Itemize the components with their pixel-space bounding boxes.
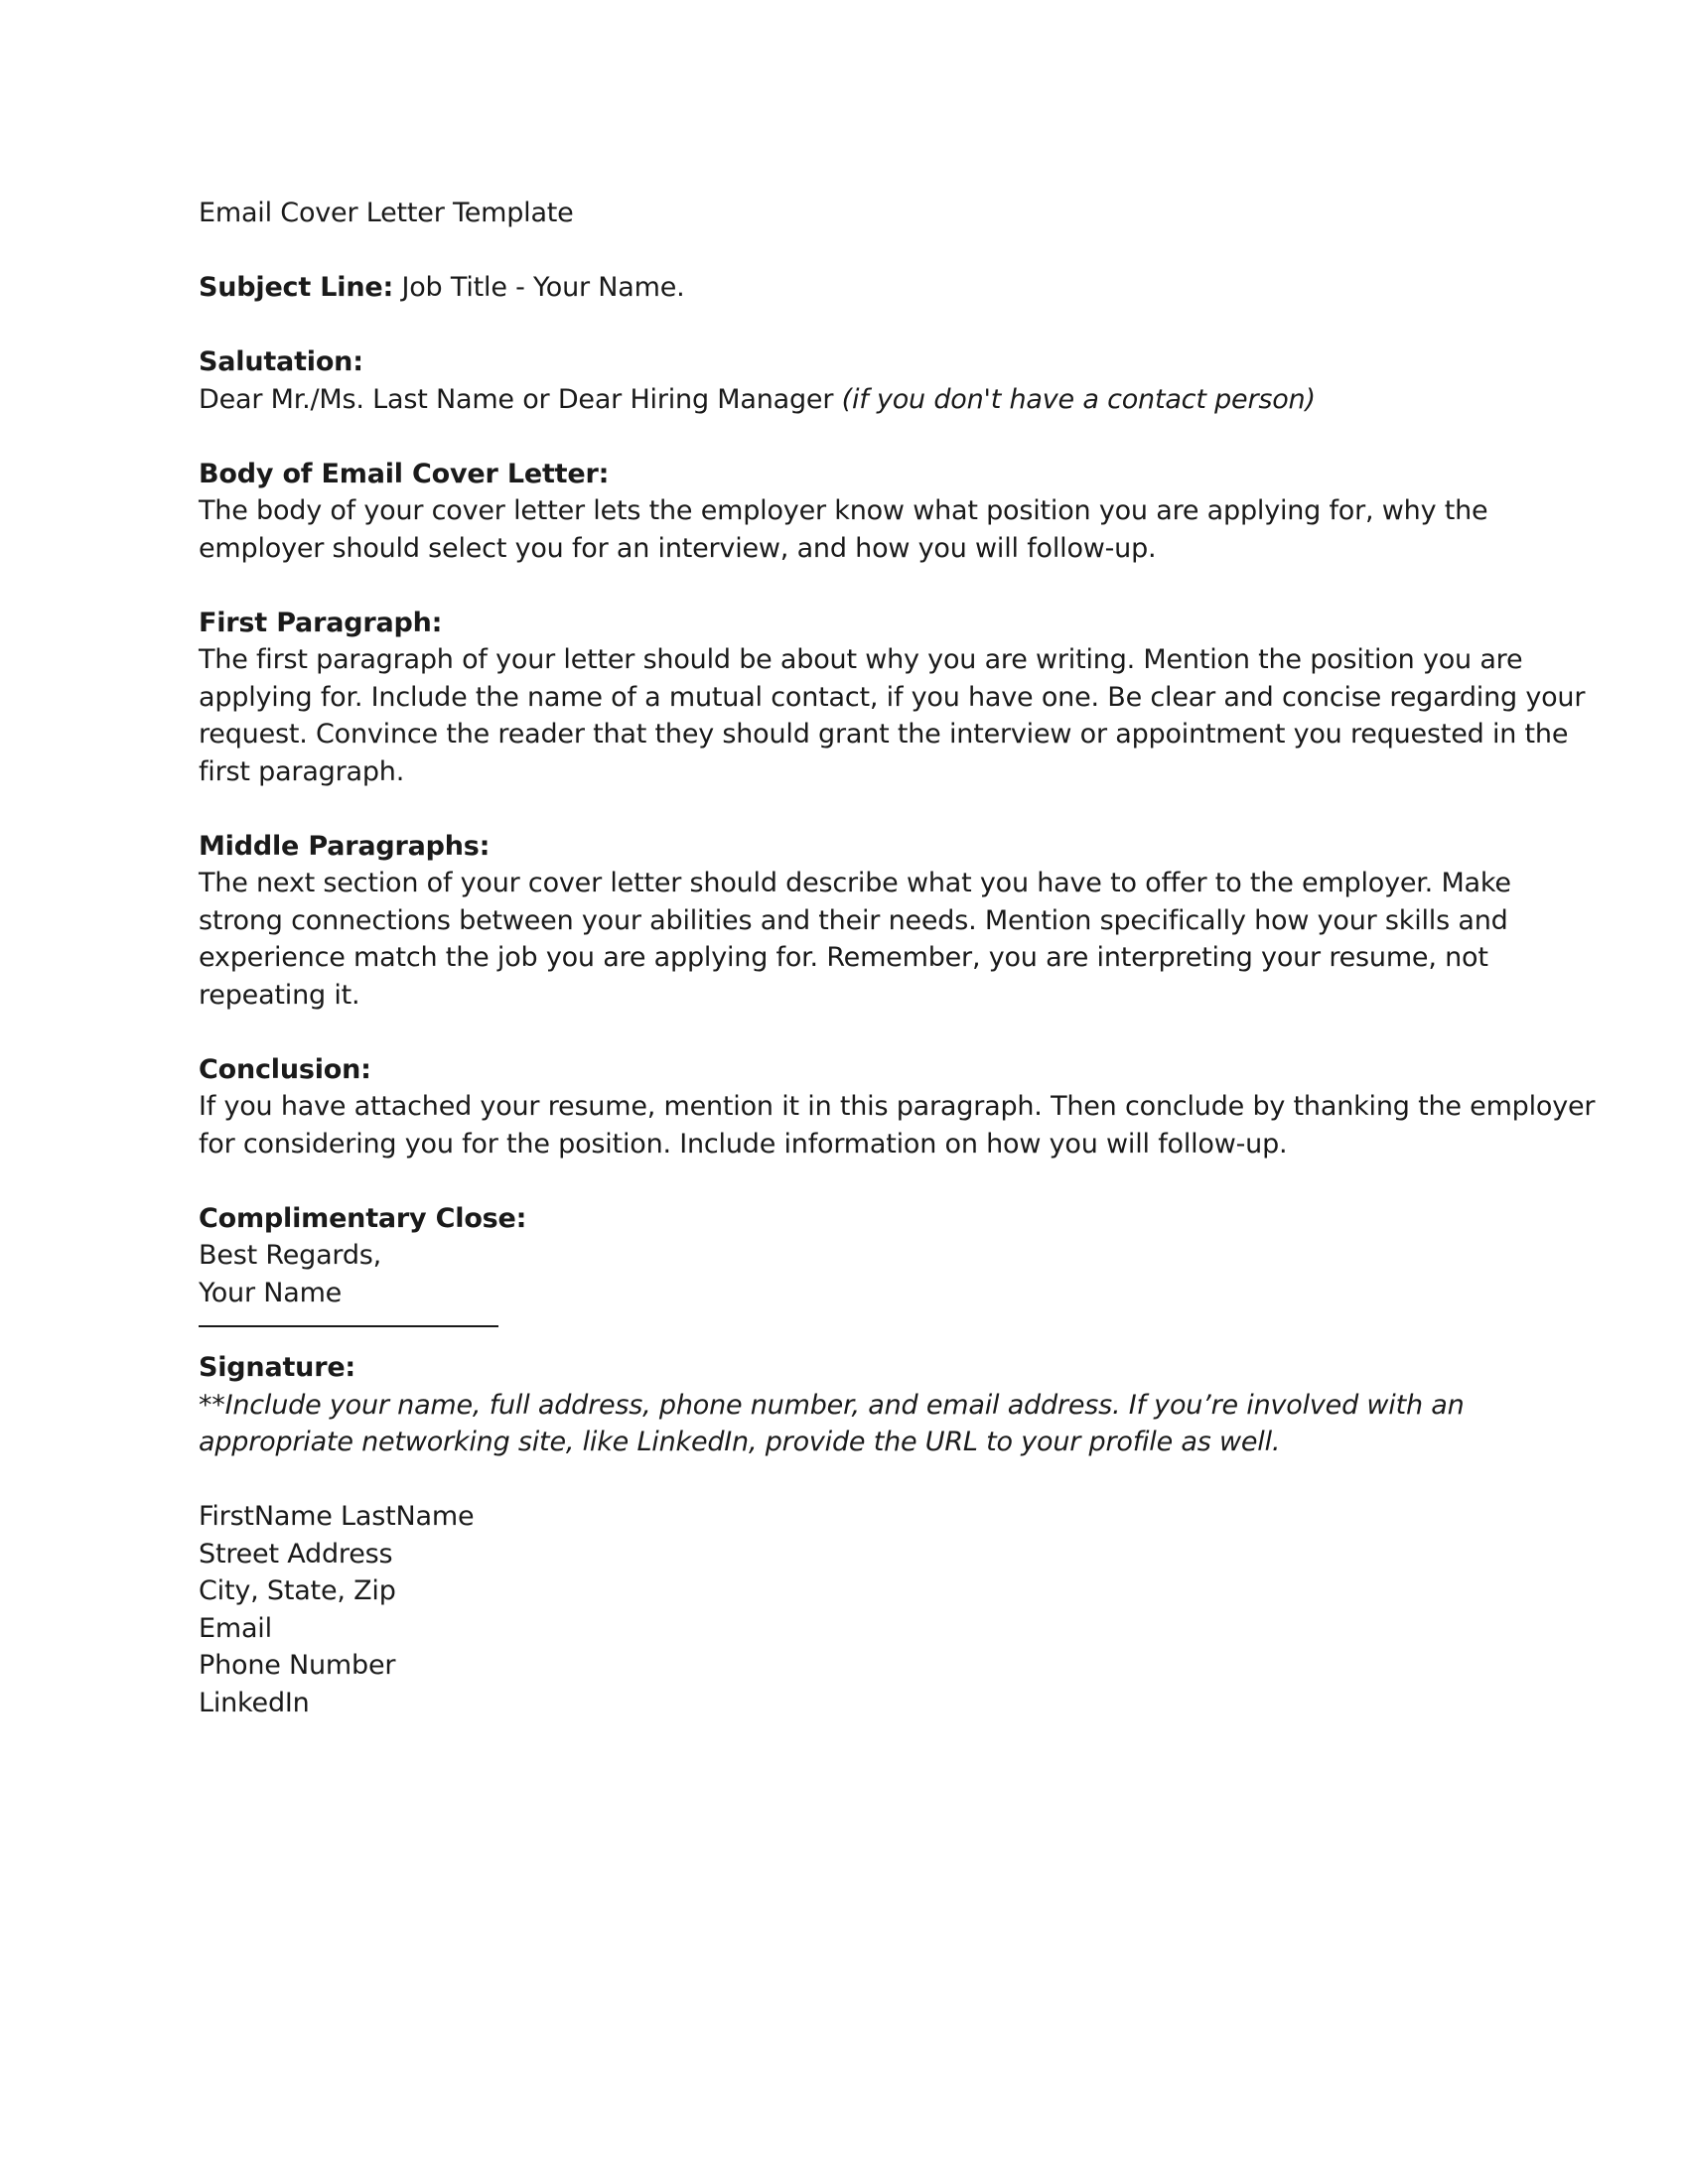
first-paragraph-line: request. Convince the reader that they should grant the interview or appointment you requested in the	[199, 719, 1569, 750]
first-paragraph-line: applying for. Include the name of a mutual contact, if you have one. Be clear and concise regarding your	[199, 681, 1586, 713]
signature-block-line: LinkedIn	[199, 1687, 310, 1718]
spacer	[199, 1162, 1489, 1200]
spacer	[199, 1014, 1489, 1051]
middle-paragraphs-line: strong connections between your abilities and their needs. Mention specifically how your skills and	[199, 904, 1508, 936]
conclusion-line: If you have attached your resume, mention it in this paragraph. Then conclude by thanking the employer	[199, 1091, 1596, 1122]
signature-heading: Signature:	[199, 1352, 356, 1383]
signature-note-line: appropriate networking site, like LinkedIn, provide the URL to your profile as well.	[199, 1427, 1281, 1457]
signature-block-line: Phone Number	[199, 1650, 396, 1681]
salutation-heading: Salutation:	[199, 346, 363, 377]
signature-block-line: Email	[199, 1612, 272, 1644]
conclusion-heading: Conclusion:	[199, 1053, 371, 1085]
middle-paragraphs-heading: Middle Paragraphs:	[199, 830, 491, 862]
middle-paragraphs-line: experience match the job you are applying for. Remember, you are interpreting your resume, not	[199, 942, 1488, 973]
middle-paragraphs-line: repeating it.	[199, 979, 360, 1011]
spacer	[199, 790, 1489, 828]
salutation-text: Dear Mr./Ms. Last Name or Dear Hiring Manager	[199, 383, 834, 415]
body-line: The body of your cover letter lets the employer know what position you are applying for, why the	[199, 495, 1488, 526]
body-line: employer should select you for an interview, and how you will follow-up.	[199, 532, 1157, 564]
salutation-note: (if you don't have a contact person)	[841, 383, 1316, 415]
signature-block-line: City, State, Zip	[199, 1575, 396, 1606]
spacer	[199, 232, 1489, 270]
letter-content	[199, 195, 1596, 1721]
complimentary-close-line: Your Name	[199, 1277, 343, 1308]
body-heading: Body of Email Cover Letter:	[199, 458, 610, 489]
complimentary-close-heading: Complimentary Close:	[199, 1202, 527, 1234]
first-paragraph-line: first paragraph.	[199, 755, 405, 787]
spacer	[199, 307, 1489, 344]
signature-block-line: FirstName LastName	[199, 1501, 475, 1532]
signature-block-line: Street Address	[199, 1538, 393, 1570]
signature-note-line: **Include your name, full address, phone number, and email address. If you’re involved with an	[199, 1389, 1465, 1421]
signature-rule	[199, 1325, 498, 1327]
complimentary-close-line: Best Regards,	[199, 1240, 382, 1271]
spacer	[199, 1461, 1489, 1499]
document-title: Email Cover Letter Template	[199, 198, 574, 228]
first-paragraph-heading: First Paragraph:	[199, 607, 443, 638]
middle-paragraphs-line: The next section of your cover letter should describe what you have to offer to the employer. Make	[199, 868, 1511, 898]
first-paragraph-line: The first paragraph of your letter should be about why you are writing. Mention the position you are	[199, 644, 1523, 675]
subject-value: Job Title - Your Name.	[401, 272, 685, 303]
salutation-text-line	[199, 381, 1489, 419]
subject-line	[199, 269, 1489, 307]
subject-label: Subject Line:	[199, 272, 394, 303]
spacer	[199, 567, 1489, 605]
spacer	[199, 418, 1489, 456]
conclusion-line: for considering you for the position. Include information on how you will follow-up.	[199, 1128, 1288, 1160]
